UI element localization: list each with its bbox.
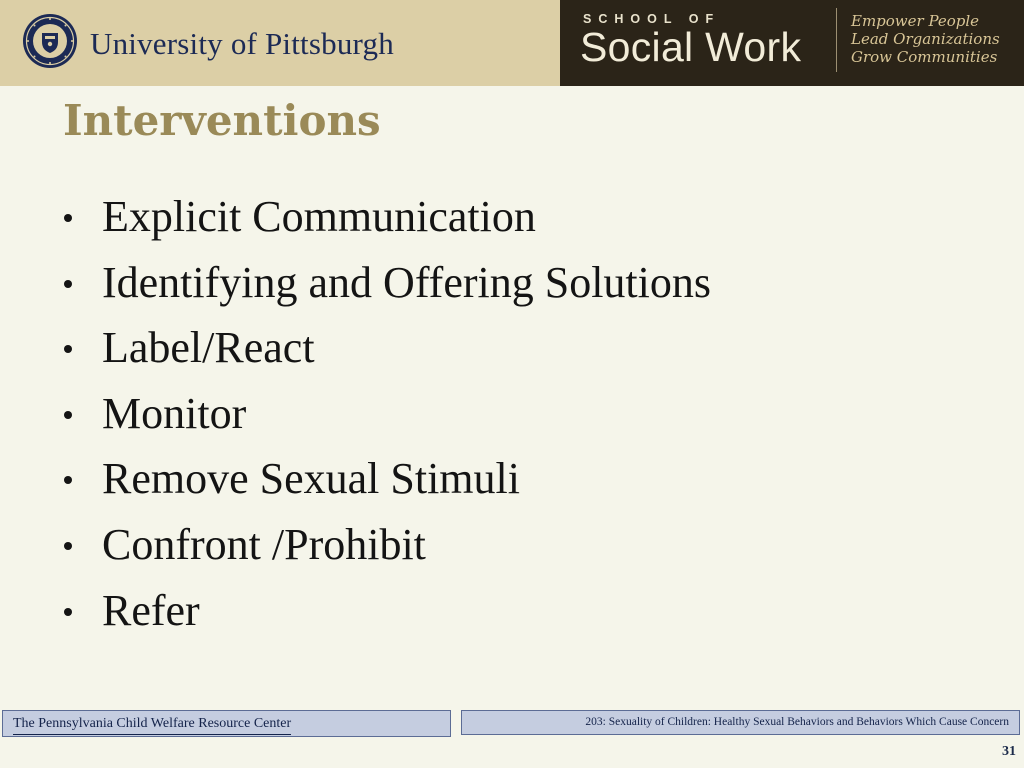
page-number: 31: [1002, 744, 1016, 759]
bullet-item: [62, 319, 711, 385]
tagline: Lead Organizations: [851, 30, 1000, 48]
tagline: Empower People: [851, 12, 980, 30]
bullet-dot-icon: [64, 608, 72, 616]
bullet-text: Identifying and Offering Solutions: [102, 257, 711, 307]
university-seal-icon: [22, 13, 78, 69]
bullet-item: [62, 254, 711, 320]
bullet-text: Explicit Communication: [102, 192, 536, 241]
university-name: University of Pittsburgh: [90, 26, 394, 61]
bullet-text: Confront /Prohibit: [102, 519, 426, 569]
bullet-item: [62, 582, 711, 648]
bullet-dot-icon: [64, 214, 72, 222]
tagline-divider: [836, 8, 837, 72]
tagline-block: [851, 12, 1000, 66]
school-name: Social Work: [580, 24, 802, 70]
bullet-dot-icon: [64, 476, 72, 484]
bullet-text: Refer: [102, 585, 200, 635]
bullet-list: [62, 188, 711, 647]
bullet-item: [62, 385, 711, 451]
bullet-text: Remove Sexual Stimuli: [102, 454, 520, 504]
tagline: Grow Communities: [851, 48, 998, 66]
bullet-item: [62, 450, 711, 516]
bullet-dot-icon: [64, 542, 72, 550]
school-of-label: SCHOOL OF: [583, 12, 721, 26]
slide-title: Interventions: [63, 96, 381, 145]
bullet-dot-icon: [64, 345, 72, 353]
bullet-text: Monitor: [102, 388, 247, 438]
footer-course-text: 203: Sexuality of Children: Healthy Sexual Behaviors and Behaviors Which Cause Concern: [585, 716, 1009, 728]
bullet-dot-icon: [64, 411, 72, 419]
bullet-dot-icon: [64, 280, 72, 288]
footer-organization-text: The Pennsylvania Child Welfare Resource Center: [13, 716, 291, 735]
footer-organization: [2, 710, 451, 737]
university-banner: [0, 0, 560, 86]
bullet-text: Label/React: [102, 323, 315, 373]
footer-course: [461, 710, 1020, 735]
bullet-item: [62, 188, 711, 254]
bullet-item: [62, 516, 711, 582]
